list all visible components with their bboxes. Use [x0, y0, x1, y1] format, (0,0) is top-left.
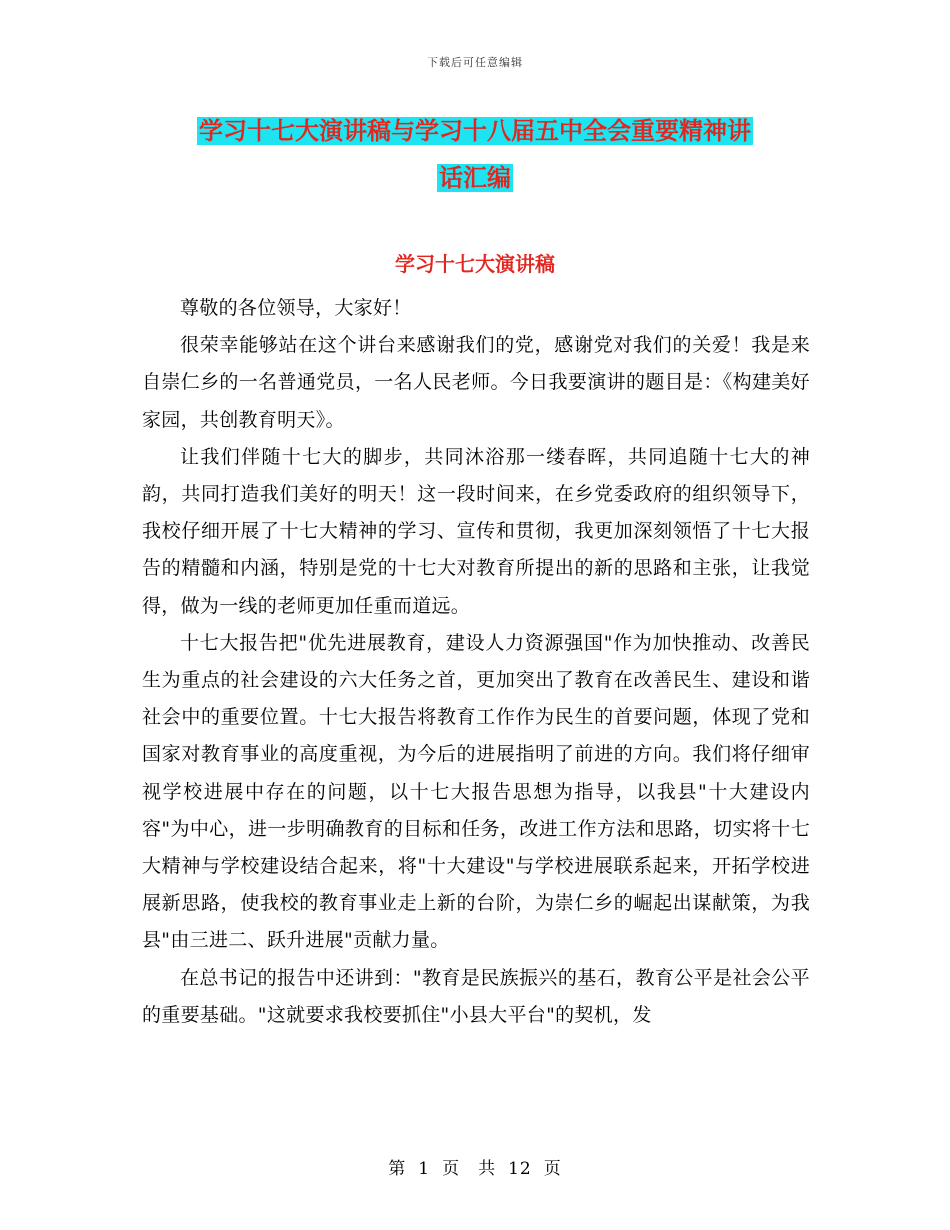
document-title	[140, 108, 810, 202]
section-title: 学习十七大演讲稿	[395, 252, 555, 276]
footer-prefix: 第	[388, 1159, 407, 1179]
current-page-number: 1	[418, 1159, 431, 1179]
document-title-line-2: 话汇编	[439, 164, 511, 192]
footer-mid: 页 共	[442, 1159, 497, 1179]
paragraph: 很荣幸能够站在这个讲台来感谢我们的党，感谢党对我们的关爱！我是来自崇仁乡的一名普通党员，一名人民老师。今日我要演讲的题目是：《构建美好家园，共创教育明天》。	[142, 334, 810, 431]
footer-suffix: 页	[543, 1159, 562, 1179]
total-pages-number: 12	[508, 1159, 532, 1179]
document-title-line-1: 学习十七大演讲稿与学习十八届五中全会重要精神讲	[199, 117, 751, 145]
paragraph: 在总书记的报告中还讲到："教育是民族振兴的基石，教育公平是社会公平的重要基础。"这就要求我校要抓住"小县大平台"的契机，发	[142, 966, 810, 1026]
header-note: 下载后可任意编辑	[427, 56, 523, 69]
paragraph-greeting: 尊敬的各位领导，大家好！	[180, 297, 412, 319]
page-footer	[0, 1154, 950, 1179]
paragraph: 让我们伴随十七大的脚步，共同沐浴那一缕春晖，共同追随十七大的神韵，共同打造我们美好的明天！这一段时间来，在乡党委政府的组织领导下，我校仔细开展了十七大精神的学习、宣传和贯彻，我更加深刻领悟了十七大报告的精髓和内涵，特别是党的十七大对教育所提出的新的思路和主张，让我觉得，做为一线的老师更加任重而道远。	[142, 445, 810, 617]
paragraph: 十七大报告把"优先进展教育，建设人力资源强国"作为加快推动、改善民生为重点的社会建设的六大任务之首，更加突出了教育在改善民生、建设和谐社会中的重要位置。十七大报告将教育工作作为民生的首要问题，体现了党和国家对教育事业的高度重视，为今后的进展指明了前进的方向。我们将仔细审视学校进展中存在的问题，以十七大报告思想为指导，以我县"十大建设内容"为中心，进一步明确教育的目标和任务，改进工作方法和思路，切实将十七大精神与学校建设结合起来，将"十大建设"与学校进展联系起来，开拓学校进展新思路，使我校的教育事业走上新的台阶，为崇仁乡的崛起出谋献策，为我县"由三进二、跃升进展"贡献力量。	[142, 631, 810, 952]
document-body	[142, 290, 810, 1034]
